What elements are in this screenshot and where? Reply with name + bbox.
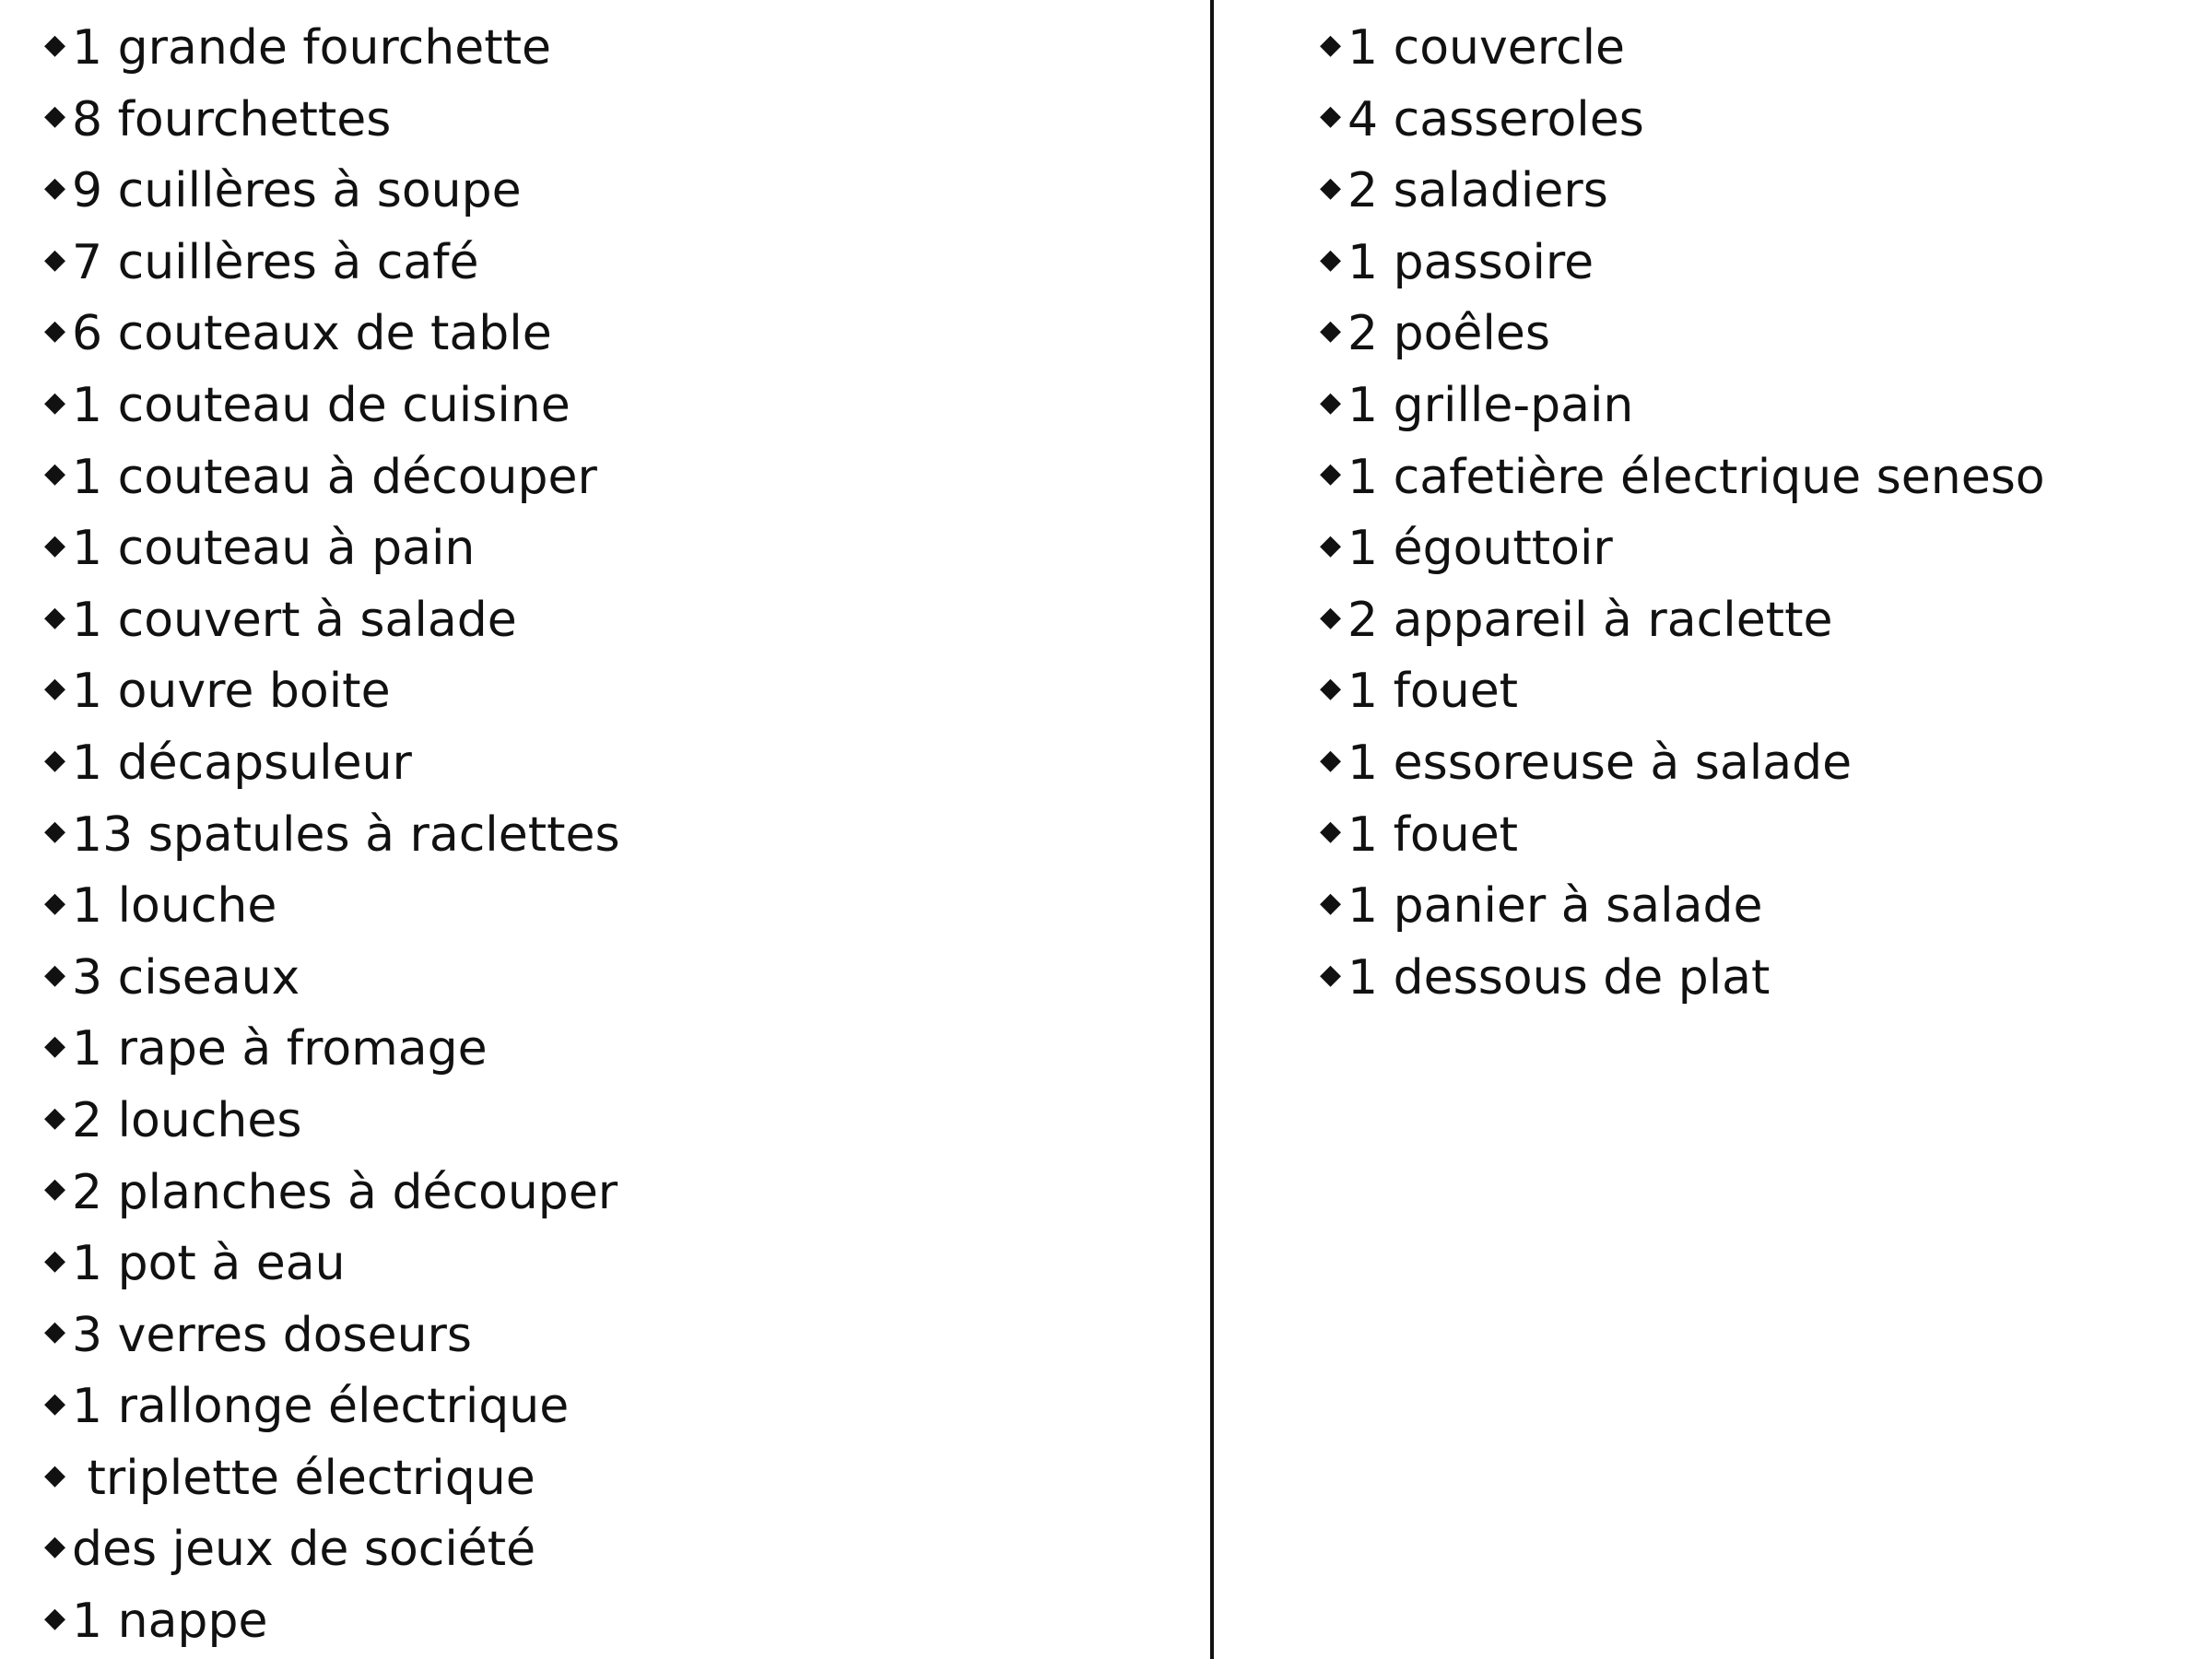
list-item bbox=[44, 728, 620, 800]
diamond-bullet-icon: ◆ bbox=[1320, 171, 1342, 204]
diamond-bullet-icon: ◆ bbox=[44, 457, 66, 490]
diamond-bullet-icon: ◆ bbox=[1320, 242, 1342, 276]
list-item bbox=[44, 585, 620, 657]
item-text: 2 planches à découper bbox=[72, 1164, 618, 1220]
diamond-bullet-icon: ◆ bbox=[44, 1458, 66, 1491]
list-item bbox=[44, 13, 620, 85]
list-item bbox=[44, 299, 620, 371]
list-item bbox=[44, 656, 620, 728]
item-text: 1 nappe bbox=[72, 1594, 268, 1650]
item-text: 1 ouvre boite bbox=[72, 664, 391, 720]
diamond-bullet-icon: ◆ bbox=[1320, 958, 1342, 991]
list-item bbox=[1320, 656, 2045, 728]
list-item bbox=[1320, 228, 2045, 300]
item-text: 1 couteau de cuisine bbox=[72, 377, 571, 433]
column-divider bbox=[1210, 0, 1214, 1659]
diamond-bullet-icon: ◆ bbox=[44, 242, 66, 276]
item-text: 6 couteaux de table bbox=[72, 306, 552, 362]
list-item bbox=[44, 442, 620, 514]
diamond-bullet-icon: ◆ bbox=[44, 1172, 66, 1206]
item-text: 1 essoreuse à salade bbox=[1347, 735, 1853, 791]
item-text: 1 couteau à pain bbox=[72, 521, 476, 577]
list-item bbox=[44, 1371, 620, 1443]
inventory-list-right bbox=[1320, 13, 2045, 1014]
item-text: 13 spatules à raclettes bbox=[72, 806, 620, 863]
diamond-bullet-icon: ◆ bbox=[1320, 314, 1342, 347]
item-text: 2 appareil à raclette bbox=[1347, 592, 1833, 648]
diamond-bullet-icon: ◆ bbox=[1320, 528, 1342, 561]
diamond-bullet-icon: ◆ bbox=[1320, 385, 1342, 418]
list-item bbox=[44, 800, 620, 872]
item-text: 2 poêles bbox=[1347, 306, 1550, 362]
item-text: triplette électrique bbox=[72, 1450, 535, 1506]
diamond-bullet-icon: ◆ bbox=[1320, 886, 1342, 919]
list-item bbox=[1320, 513, 2045, 585]
item-text: 1 passoire bbox=[1347, 234, 1594, 290]
list-item bbox=[1320, 871, 2045, 943]
list-item bbox=[44, 1158, 620, 1230]
list-item bbox=[1320, 585, 2045, 657]
diamond-bullet-icon: ◆ bbox=[44, 528, 66, 561]
list-item bbox=[1320, 442, 2045, 514]
list-item bbox=[44, 1086, 620, 1158]
diamond-bullet-icon: ◆ bbox=[44, 886, 66, 919]
item-text: 2 saladiers bbox=[1347, 163, 1608, 219]
item-text: 9 cuillères à soupe bbox=[72, 163, 522, 219]
diamond-bullet-icon: ◆ bbox=[1320, 100, 1342, 133]
diamond-bullet-icon: ◆ bbox=[1320, 600, 1342, 633]
diamond-bullet-icon: ◆ bbox=[44, 171, 66, 204]
item-text: 1 dessous de plat bbox=[1347, 949, 1771, 1006]
diamond-bullet-icon: ◆ bbox=[44, 743, 66, 776]
list-item bbox=[44, 1586, 620, 1658]
list-item bbox=[44, 1229, 620, 1300]
diamond-bullet-icon: ◆ bbox=[44, 314, 66, 347]
item-text: 3 ciseaux bbox=[72, 949, 300, 1006]
list-item bbox=[1320, 13, 2045, 85]
list-item bbox=[1320, 728, 2045, 800]
item-text: 2 louches bbox=[72, 1092, 302, 1148]
list-item bbox=[44, 1300, 620, 1372]
diamond-bullet-icon: ◆ bbox=[44, 1243, 66, 1277]
item-text: 7 cuillères à café bbox=[72, 234, 479, 290]
list-item bbox=[44, 513, 620, 585]
list-item bbox=[1320, 800, 2045, 872]
item-text: 1 grille-pain bbox=[1347, 377, 1634, 433]
diamond-bullet-icon: ◆ bbox=[1320, 743, 1342, 776]
diamond-bullet-icon: ◆ bbox=[1320, 457, 1342, 490]
list-item bbox=[44, 85, 620, 157]
diamond-bullet-icon: ◆ bbox=[44, 28, 66, 61]
list-item bbox=[44, 1014, 620, 1086]
item-text: 1 pot à eau bbox=[72, 1236, 346, 1292]
item-text: 1 égouttoir bbox=[1347, 521, 1613, 577]
list-item bbox=[44, 371, 620, 442]
item-text: 1 rape à fromage bbox=[72, 1021, 488, 1077]
item-text: des jeux de société bbox=[72, 1522, 536, 1578]
item-text: 1 couvert à salade bbox=[72, 592, 517, 648]
list-item bbox=[1320, 299, 2045, 371]
diamond-bullet-icon: ◆ bbox=[1320, 672, 1342, 705]
list-item bbox=[44, 1443, 620, 1515]
item-text: 1 fouet bbox=[1347, 664, 1519, 720]
list-item bbox=[1320, 85, 2045, 157]
diamond-bullet-icon: ◆ bbox=[1320, 815, 1342, 848]
list-item bbox=[1320, 156, 2045, 228]
diamond-bullet-icon: ◆ bbox=[44, 1601, 66, 1634]
list-item bbox=[44, 228, 620, 300]
item-text: 1 rallonge électrique bbox=[72, 1379, 570, 1435]
item-text: 1 grande fourchette bbox=[72, 20, 551, 76]
diamond-bullet-icon: ◆ bbox=[44, 100, 66, 133]
item-text: 1 couvercle bbox=[1347, 20, 1626, 76]
diamond-bullet-icon: ◆ bbox=[44, 385, 66, 418]
inventory-list-left bbox=[44, 13, 620, 1658]
item-text: 1 cafetière électrique seneso bbox=[1347, 449, 2045, 505]
list-item bbox=[44, 156, 620, 228]
diamond-bullet-icon: ◆ bbox=[44, 1315, 66, 1348]
item-text: 1 fouet bbox=[1347, 806, 1519, 863]
item-text: 1 louche bbox=[72, 878, 277, 935]
list-item bbox=[1320, 371, 2045, 442]
diamond-bullet-icon: ◆ bbox=[44, 815, 66, 848]
list-item bbox=[1320, 943, 2045, 1015]
diamond-bullet-icon: ◆ bbox=[44, 958, 66, 991]
item-text: 1 panier à salade bbox=[1347, 878, 1763, 935]
list-item bbox=[44, 871, 620, 943]
diamond-bullet-icon: ◆ bbox=[44, 1530, 66, 1563]
list-item bbox=[44, 1514, 620, 1586]
diamond-bullet-icon: ◆ bbox=[44, 600, 66, 633]
diamond-bullet-icon: ◆ bbox=[44, 672, 66, 705]
list-item bbox=[44, 943, 620, 1015]
diamond-bullet-icon: ◆ bbox=[1320, 28, 1342, 61]
diamond-bullet-icon: ◆ bbox=[44, 1100, 66, 1134]
item-text: 8 fourchettes bbox=[72, 91, 392, 147]
diamond-bullet-icon: ◆ bbox=[44, 1387, 66, 1420]
item-text: 4 casseroles bbox=[1347, 91, 1644, 147]
diamond-bullet-icon: ◆ bbox=[44, 1030, 66, 1063]
item-text: 3 verres doseurs bbox=[72, 1307, 473, 1363]
item-text: 1 couteau à découper bbox=[72, 449, 597, 505]
item-text: 1 décapsuleur bbox=[72, 735, 412, 791]
